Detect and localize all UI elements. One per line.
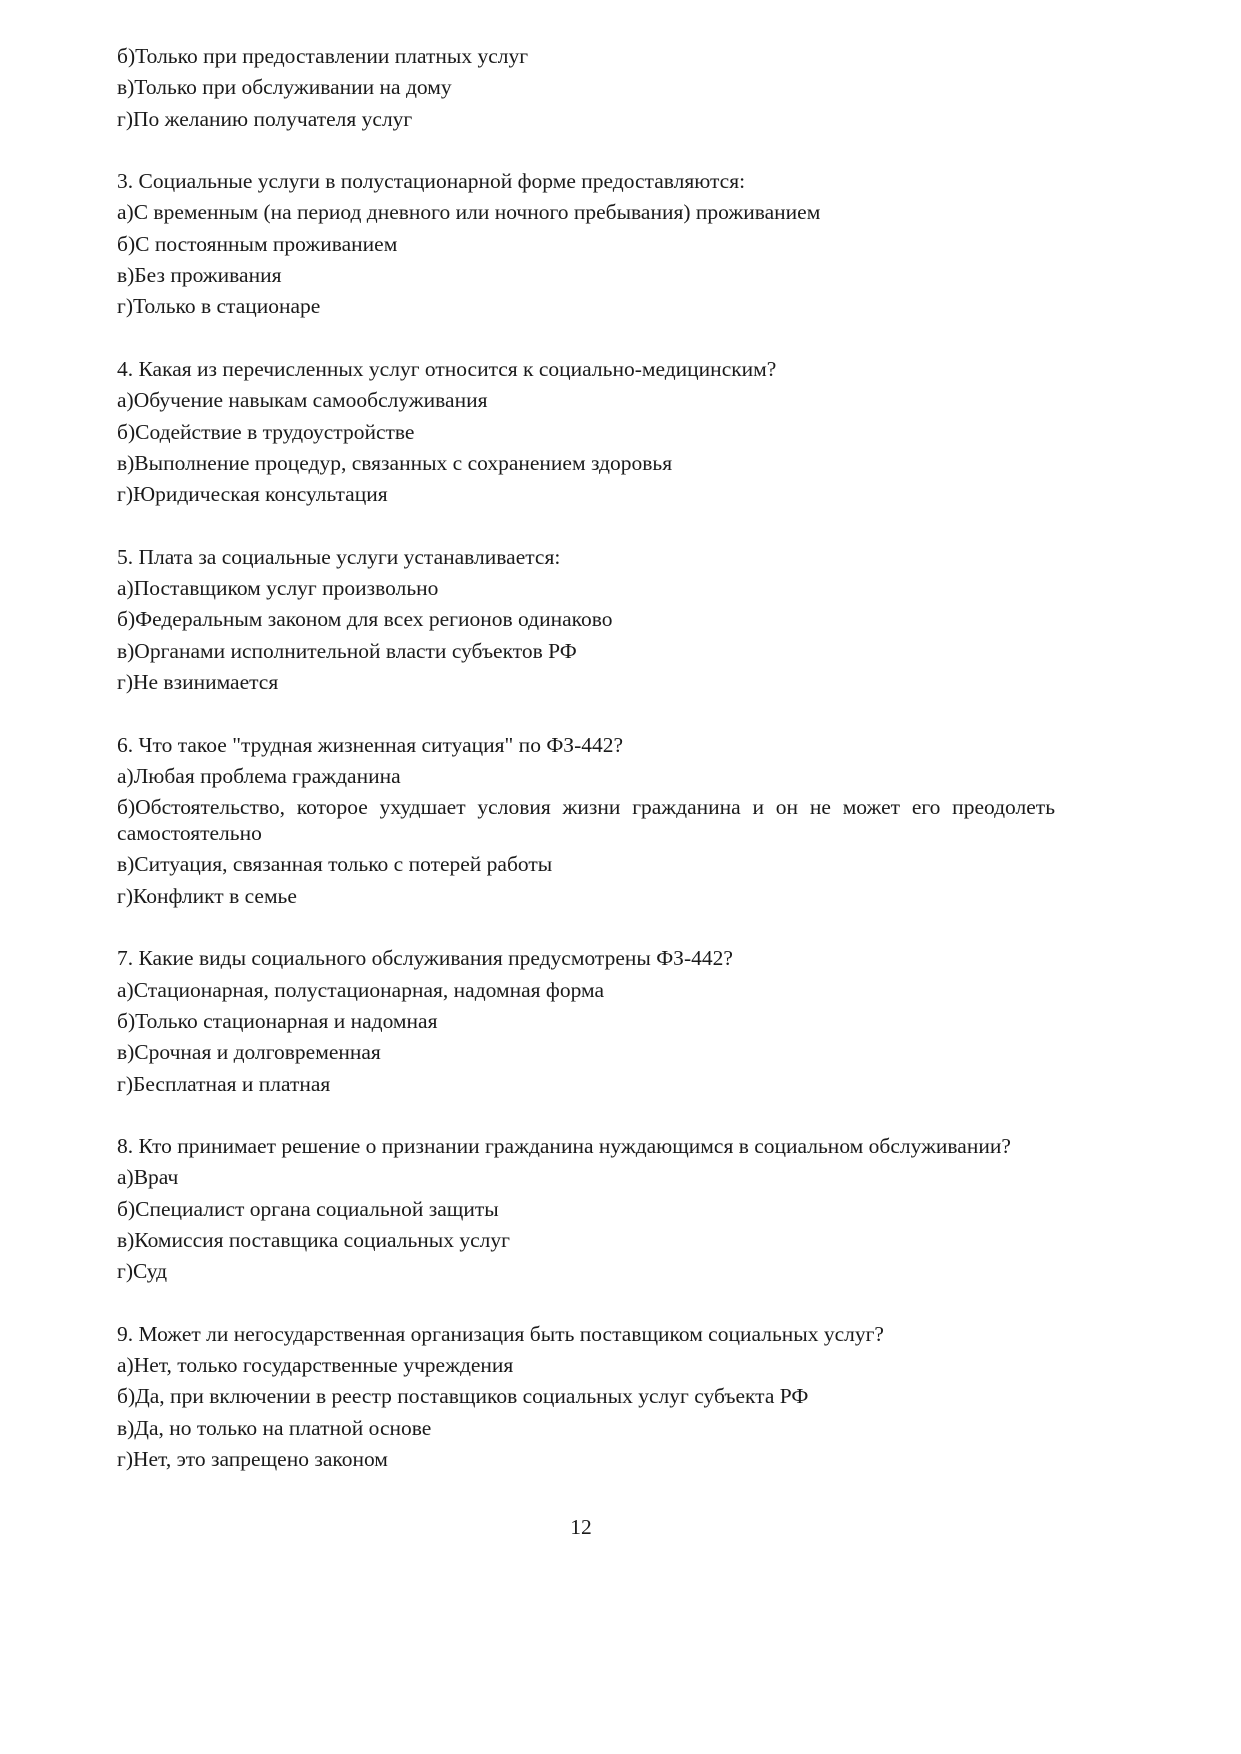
answer-option: в)Без проживания bbox=[117, 263, 282, 288]
answer-option: б)С постоянным проживанием bbox=[117, 231, 398, 256]
answer-option: г)Конфликт в семье bbox=[117, 883, 297, 908]
answer-option: а)Нет, только государственные учреждения bbox=[117, 1353, 514, 1378]
page-number: 12 bbox=[570, 1515, 592, 1539]
blank-line bbox=[117, 914, 1055, 945]
answer-option: в)Ситуация, связанная только с потерей работы bbox=[117, 852, 553, 877]
continued-options bbox=[117, 43, 1055, 132]
answer-option: в)Да, но только на платной основе bbox=[117, 1415, 432, 1440]
question-block bbox=[117, 945, 1055, 1096]
question-text: 5. Плата за социальные услуги устанавливается: bbox=[117, 544, 561, 569]
answer-option: в)Органами исполнительной власти субъектов РФ bbox=[117, 638, 577, 663]
question-block bbox=[117, 1133, 1055, 1284]
question-block bbox=[117, 544, 1055, 695]
answer-option: б)Только стационарная и надомная bbox=[117, 1008, 438, 1033]
question-text: 4. Какая из перечисленных услуг относится к социально-медицинским? bbox=[117, 356, 777, 381]
answer-option: б)Специалист органа социальной защиты bbox=[117, 1196, 499, 1221]
answer-option: г)Суд bbox=[117, 1259, 168, 1284]
answer-option: в)Выполнение процедур, связанных с сохранением здоровья bbox=[117, 450, 673, 475]
answer-option: б)Содействие в трудоустройстве bbox=[117, 419, 415, 444]
answer-option: а)С временным (на период дневного или ночного пребывания) проживанием bbox=[117, 200, 821, 225]
option: б)Только при предоставлении платных услуг bbox=[117, 44, 529, 68]
question-text: 9. Может ли негосударственная организация быть поставщиком социальных услуг? bbox=[117, 1321, 884, 1346]
question-block bbox=[117, 1321, 1055, 1472]
answer-option: г)Нет, это запрещено законом bbox=[117, 1447, 388, 1472]
answer-option: б)Да, при включении в реестр поставщиков социальных услуг субъекта РФ bbox=[117, 1384, 809, 1409]
answer-option: а)Поставщиком услуг произвольно bbox=[117, 576, 439, 601]
document-body bbox=[117, 43, 1055, 1477]
answer-option: а)Обучение навыкам самообслуживания bbox=[117, 388, 488, 413]
answer-option: а)Врач bbox=[117, 1165, 179, 1190]
question-text: 6. Что такое "трудная жизненная ситуация" по ФЗ-442? bbox=[117, 732, 624, 757]
question-block bbox=[117, 732, 1055, 909]
blank-line bbox=[117, 137, 1055, 168]
answer-option: б)Федеральным законом для всех регионов одинаково bbox=[117, 607, 613, 632]
blank-line bbox=[117, 700, 1055, 731]
option: г)По желанию получателя услуг bbox=[117, 106, 413, 131]
question-text: 7. Какие виды социального обслуживания предусмотрены ФЗ-442? bbox=[117, 946, 733, 971]
question-block bbox=[117, 168, 1055, 319]
answer-option: б)Обстоятельство, которое ухудшает условия жизни гражданина и он не может его преодолеть самостоятельно bbox=[117, 795, 1055, 846]
answer-option: а)Любая проблема гражданина bbox=[117, 763, 401, 788]
answer-option: а)Стационарная, полустационарная, надомная форма bbox=[117, 977, 605, 1002]
answer-option: г)Не взинимается bbox=[117, 669, 279, 694]
answer-option: г)Только в стационаре bbox=[117, 294, 321, 319]
question-block bbox=[117, 356, 1055, 507]
blank-line bbox=[117, 325, 1055, 356]
answer-option: в)Срочная и долговременная bbox=[117, 1040, 381, 1065]
answer-option: г)Бесплатная и платная bbox=[117, 1071, 331, 1096]
blank-line bbox=[117, 512, 1055, 543]
answer-option: в)Комиссия поставщика социальных услуг bbox=[117, 1227, 510, 1252]
question-text: 8. Кто принимает решение о признании гражданина нуждающимся в социальном обслуживании? bbox=[117, 1134, 1011, 1159]
blank-line bbox=[117, 1290, 1055, 1321]
answer-option: г)Юридическая консультация bbox=[117, 482, 388, 507]
question-text: 3. Социальные услуги в полустационарной форме предоставляются: bbox=[117, 169, 746, 194]
option: в)Только при обслуживании на дому bbox=[117, 75, 452, 100]
blank-line bbox=[117, 1102, 1055, 1133]
